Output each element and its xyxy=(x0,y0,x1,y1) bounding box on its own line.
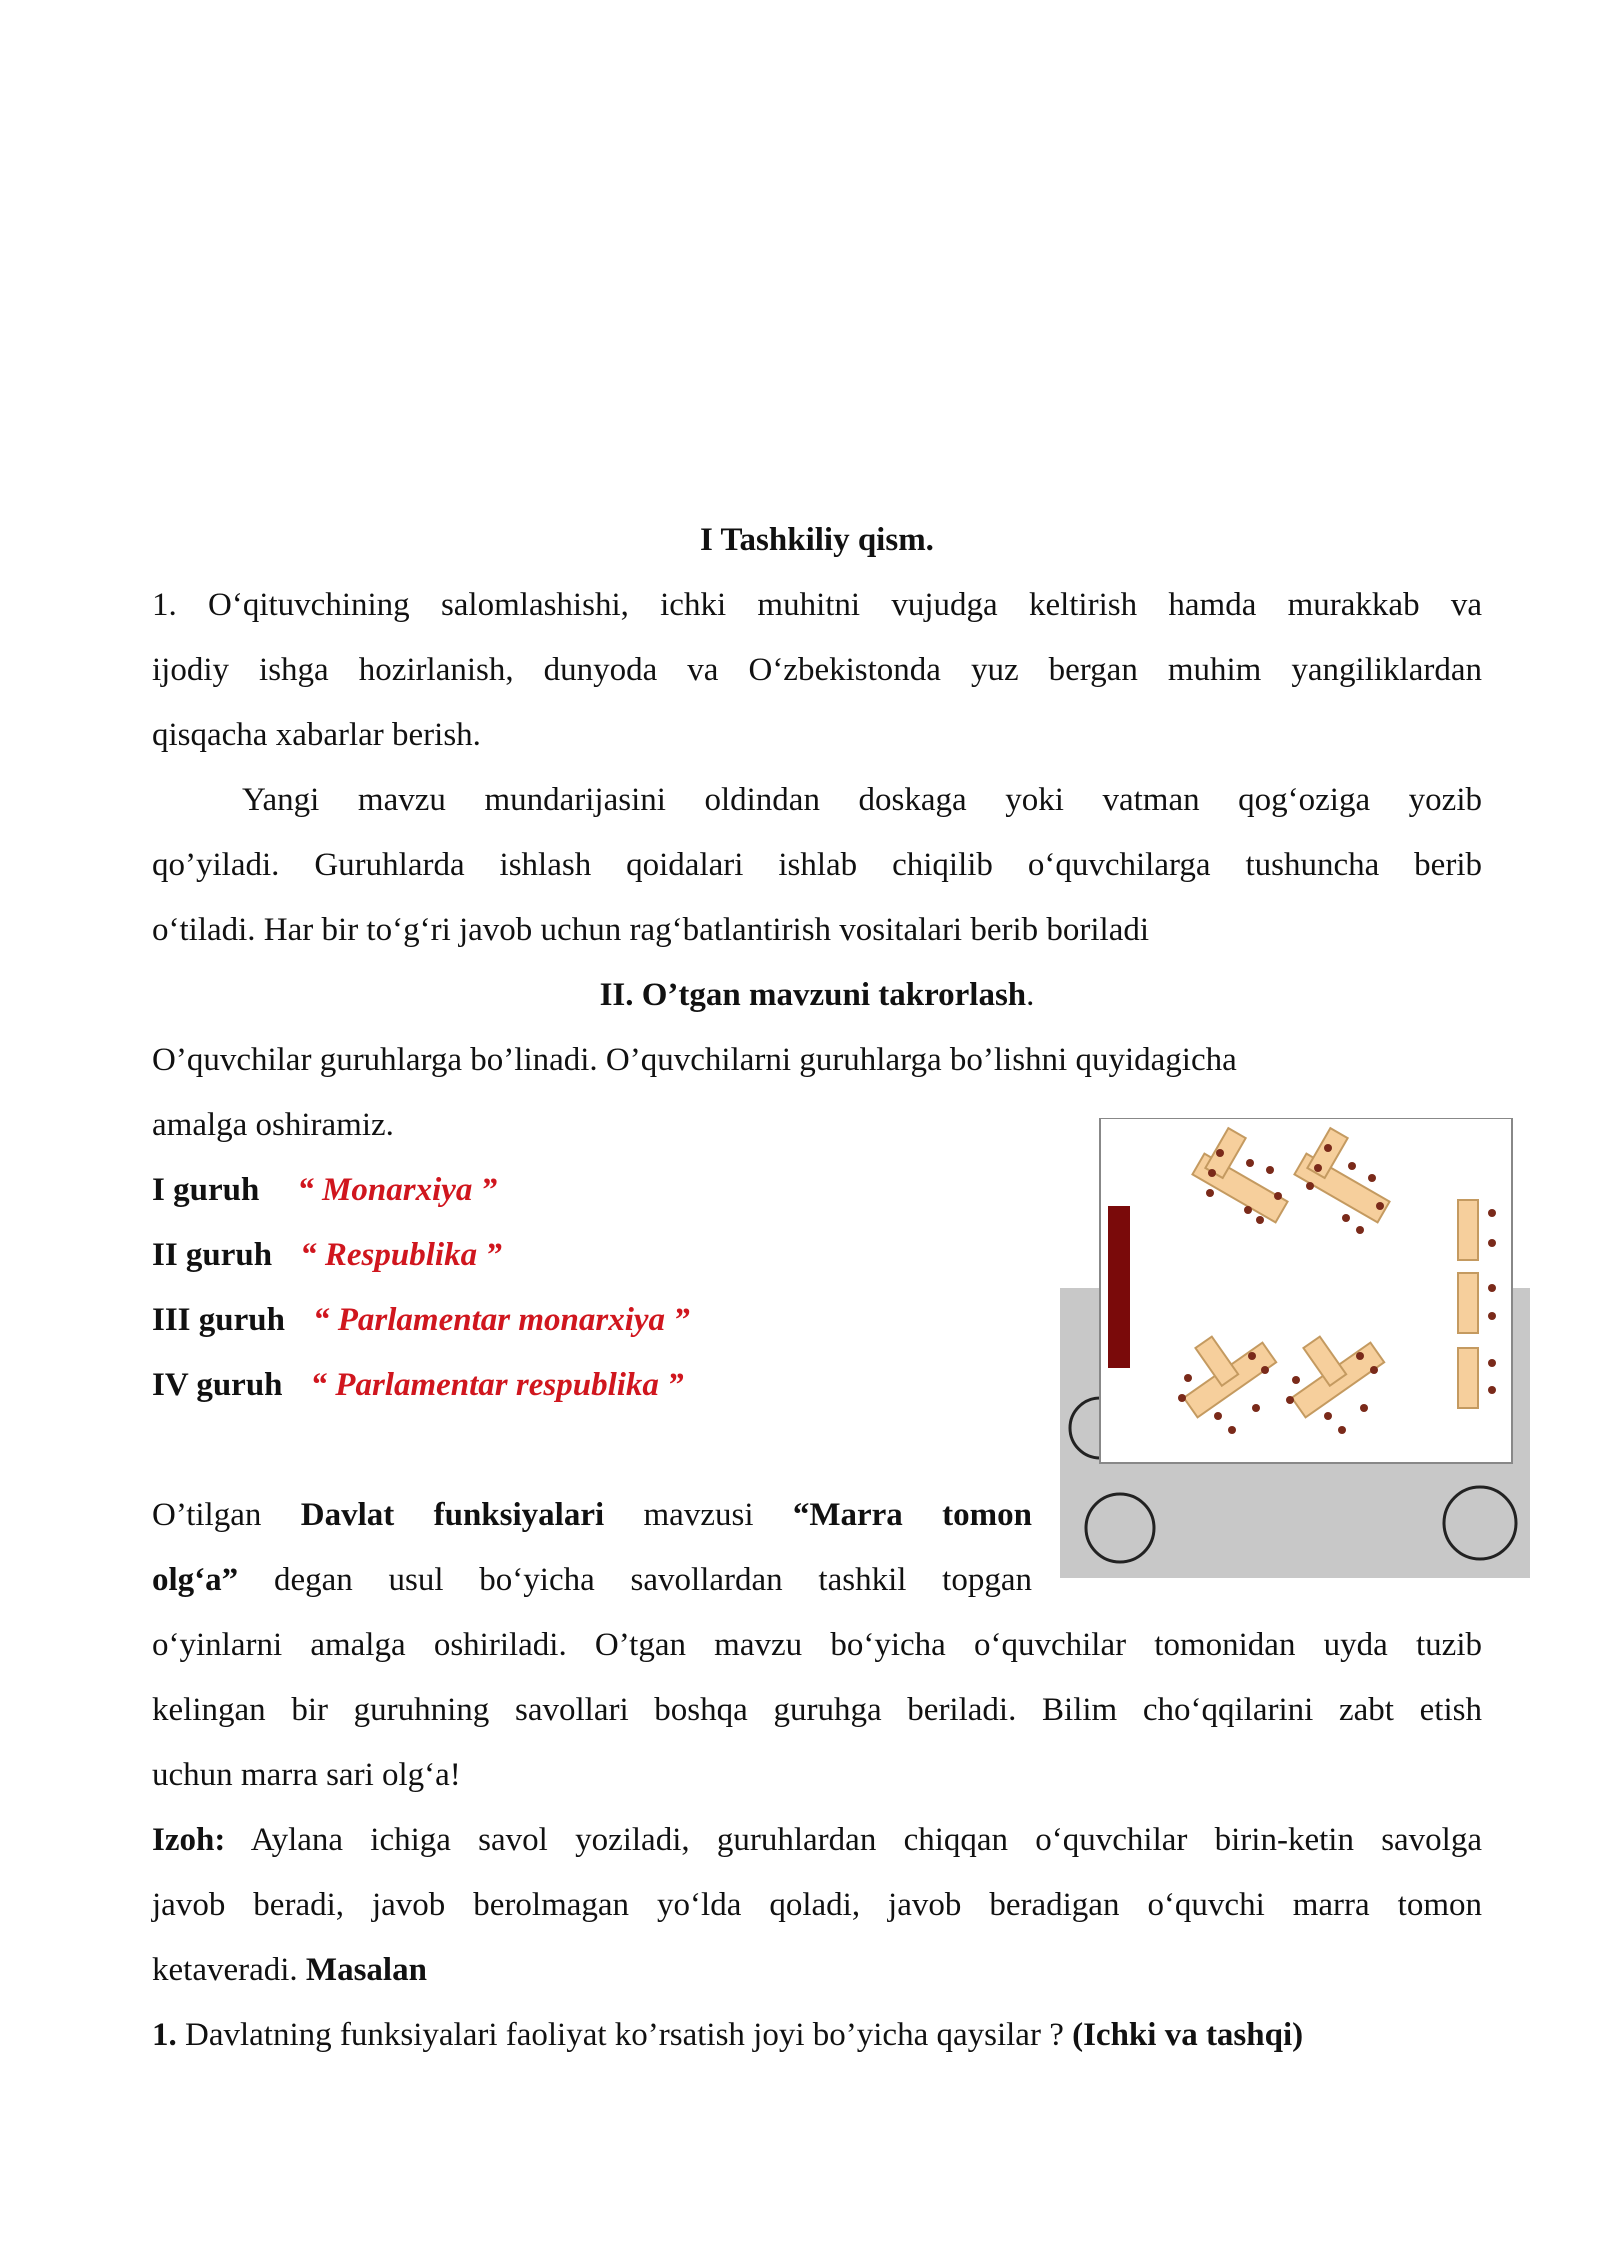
section1-p2-line1: Yangi mavzu mundarijasini oldindan doskaga yoki vatman qog‘oziga yozib xyxy=(242,782,1482,818)
section2-intro-line2: amalga oshiramiz. xyxy=(152,1107,394,1143)
section1-p1-line3: qisqacha xabarlar berish. xyxy=(152,717,481,753)
group-3: III guruh “ Parlamentar monarxiya ” xyxy=(152,1302,690,1338)
classroom-layout-image xyxy=(1060,1118,1530,1578)
section1-title: I Tashkiliy qism. xyxy=(700,522,934,558)
section1-p2-line3: o‘tiladi. Har bir to‘g‘ri javob uchun rag‘batlantirish vositalari berib boriladi xyxy=(152,912,1150,948)
game-line1: O’tilgan Davlat funksiyalari mavzusi “Marra tomon xyxy=(152,1497,1032,1533)
note-line2: javob beradi, javob berolmagan yo‘lda qoladi, javob beradigan o‘quvchi marra tomon xyxy=(152,1887,1482,1923)
section2-title: II. O’tgan mavzuni takrorlash. xyxy=(599,977,1035,1013)
note-line1: Izoh: Aylana ichiga savol yoziladi, guruhlardan chiqqan o‘quvchilar birin-ketin savolga xyxy=(152,1822,1482,1858)
blackboard xyxy=(1108,1206,1130,1368)
note-line3: ketaveradi. Masalan xyxy=(152,1952,427,1988)
side-desk-1 xyxy=(1458,1200,1478,1260)
side-desk-3 xyxy=(1458,1348,1478,1408)
game-line4: kelingan bir guruhning savollari boshqa guruhga beriladi. Bilim cho‘qqilarini zabt etish xyxy=(152,1692,1482,1728)
section1-p2-line2: qo’yiladi. Guruhlarda ishlash qoidalari ishlab chiqilib o‘quvchilarga tushuncha berib xyxy=(152,847,1482,883)
section1-p1-line1: 1. O‘qituvchining salomlashishi, ichki muhitni vujudga keltirish hamda murakkab va xyxy=(152,587,1482,623)
side-desk-2 xyxy=(1458,1273,1478,1333)
question-1: 1. Davlatning funksiyalari faoliyat ko’rsatish joyi bo’yicha qaysilar ? (Ichki va tashqi) xyxy=(152,2017,1304,2053)
game-line3: o‘yinlarni amalga oshiriladi. O’tgan mavzu bo‘yicha o‘quvchilar tomonidan uyda tuzib xyxy=(152,1627,1482,1663)
game-line2: olg‘a” degan usul bo‘yicha savollardan tashkil topgan xyxy=(152,1562,1032,1598)
section1-p1-line2: ijodiy ishga hozirlanish, dunyoda va O‘zbekistonda yuz bergan muhim yangiliklardan xyxy=(152,652,1482,688)
group-2: II guruh “ Respublika ” xyxy=(152,1237,502,1273)
group-1: I guruh “ Monarxiya ” xyxy=(152,1172,498,1208)
section2-intro-line1: O’quvchilar guruhlarga bo’linadi. O’quvchilarni guruhlarga bo’lishni quyidagicha xyxy=(152,1042,1237,1078)
group-4: IV guruh “ Parlamentar respublika ” xyxy=(152,1367,684,1403)
game-line5: uchun marra sari olg‘a! xyxy=(152,1757,461,1793)
